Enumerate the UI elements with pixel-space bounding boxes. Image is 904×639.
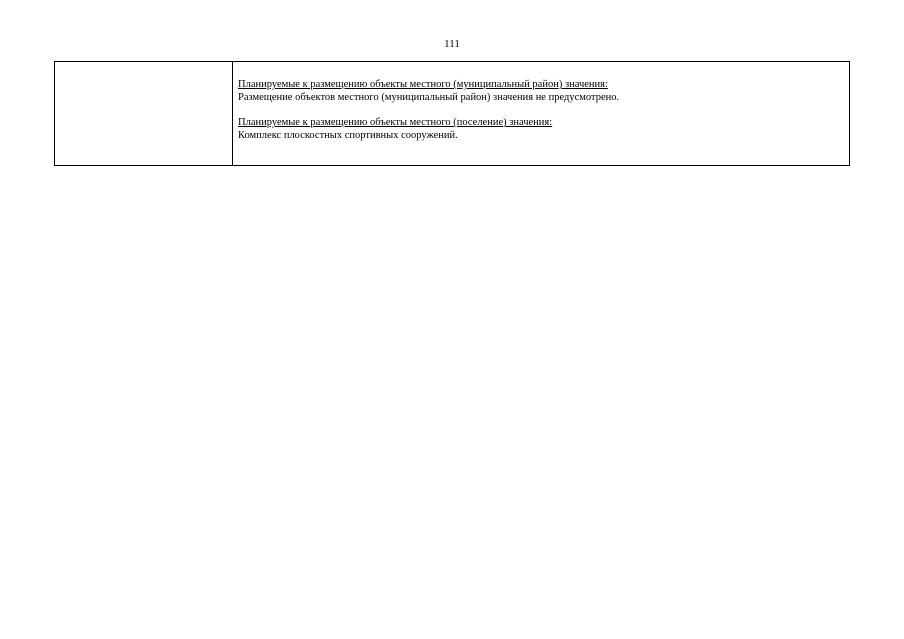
section-text-settlement: Комплекс плоскостных спортивных сооружений. bbox=[238, 130, 458, 141]
section-heading-settlement: Планируемые к размещению объекты местного (поселение) значения: bbox=[238, 117, 553, 128]
document-table bbox=[54, 61, 850, 166]
table-row bbox=[55, 62, 850, 166]
cell-content bbox=[233, 62, 849, 142]
section-heading-district: Планируемые к размещению объекты местного (муниципальный район) значения: bbox=[238, 79, 608, 90]
table-cell-left bbox=[55, 62, 233, 166]
table-cell-right bbox=[233, 62, 850, 166]
section-text-district: Размещение объектов местного (муниципальный район) значения не предусмотрено. bbox=[238, 92, 620, 103]
section-spacer bbox=[238, 104, 849, 116]
page-number: 111 bbox=[444, 38, 460, 50]
